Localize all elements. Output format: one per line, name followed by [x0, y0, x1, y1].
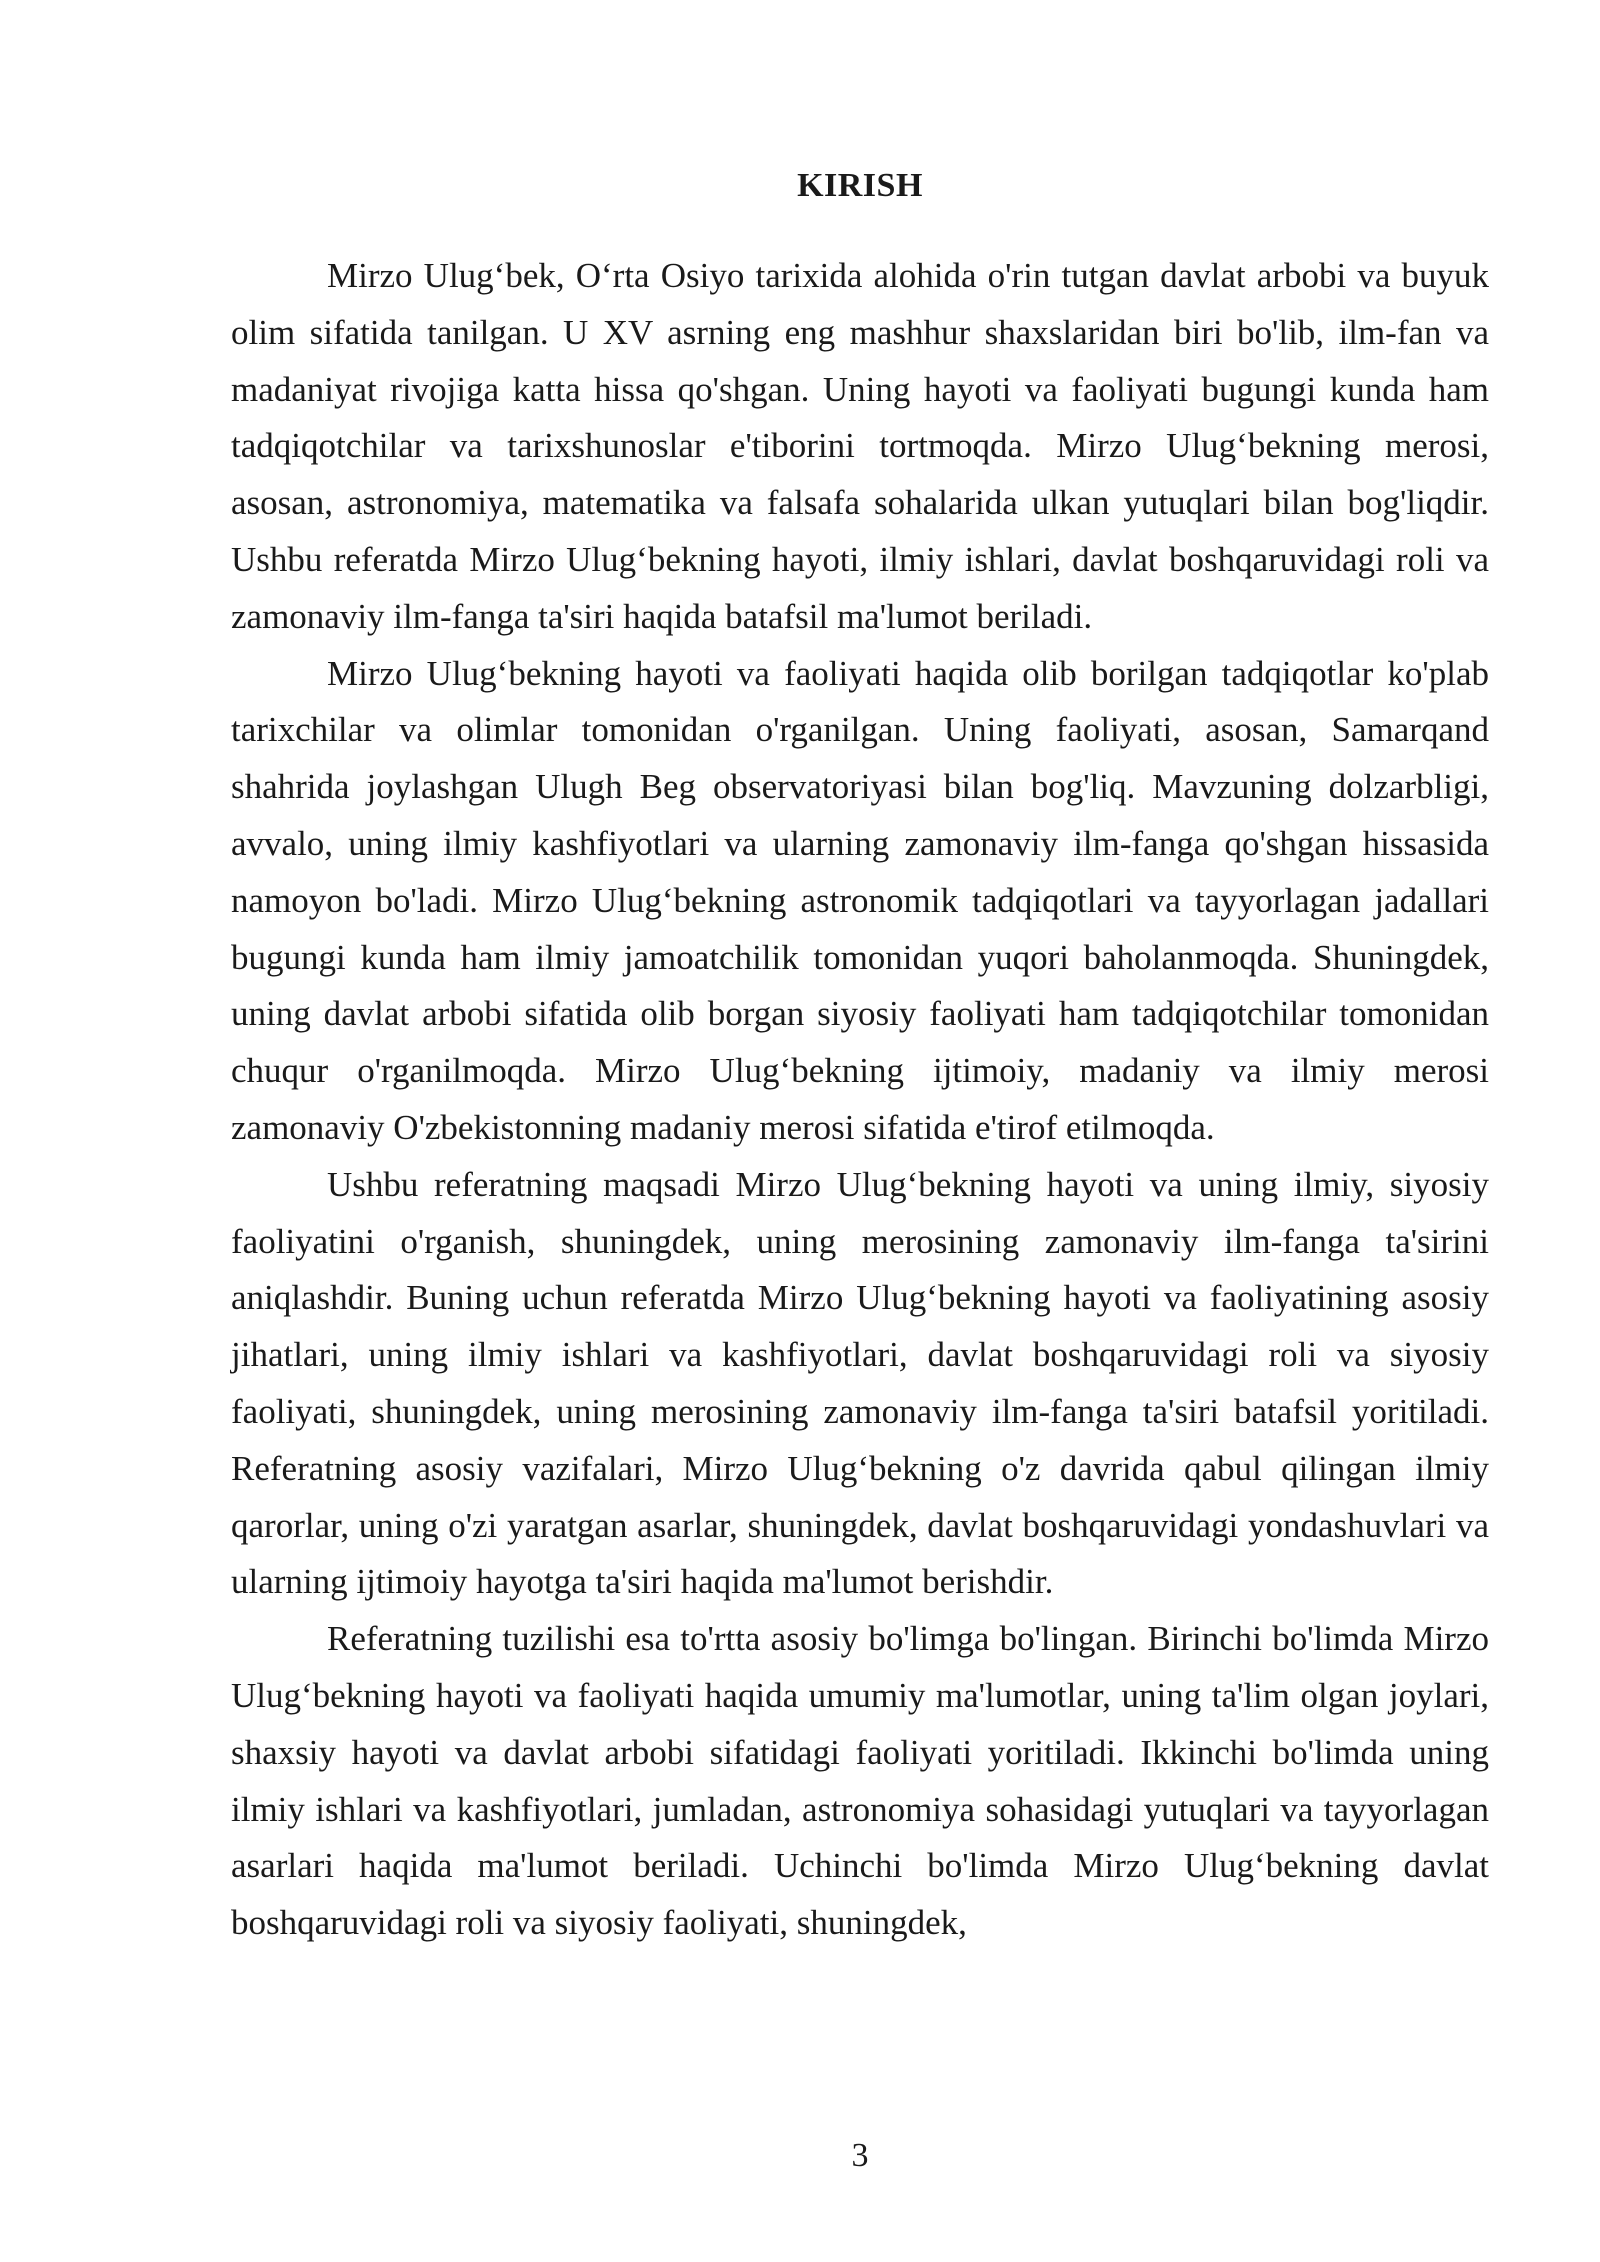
paragraph-1: Mirzo Ulug‘bek, O‘rta Osiyo tarixida alohida o'rin tutgan davlat arbobi va buyuk olim sifatida tanilgan. U XV asrning eng mashhur shaxslaridan biri bo'lib, ilm-fan va madaniyat rivojiga katta hissa qo'shgan. Uning hayoti va faoliyati bugungi kunda ham tadqiqotchilar va tarixshunoslar e'tiborini tortmoqda. Mirzo Ulug‘bekning merosi, asosan, astronomiya, matematika va falsafa sohalarida ulkan yutuqlari bilan bog'liqdir. Ushbu referatda Mirzo Ulug‘bekning hayoti, ilmiy ishlari, davlat boshqaruvidagi roli va zamonaviy ilm-fanga ta'siri haqida batafsil ma'lumot beriladi. — [231, 256, 1489, 636]
page-heading: KIRISH — [797, 167, 923, 204]
body-text — [231, 248, 1489, 1952]
paragraph-2: Mirzo Ulug‘bekning hayoti va faoliyati haqida olib borilgan tadqiqotlar ko'plab tarixchilar va olimlar tomonidan o'rganilgan. Uning faoliyati, asosan, Samarqand shahrida joylashgan Ulugh Beg observatoriyasi bilan bog'liq. Mavzuning dolzarbligi, avvalo, uning ilmiy kashfiyotlari va ularning zamonaviy ilm-fanga qo'shgan hissasida namoyon bo'ladi. Mirzo Ulug‘bekning astronomik tadqiqotlari va tayyorlagan jadallari bugungi kunda ham ilmiy jamoatchilik tomonidan yuqori baholanmoqda. Shuningdek, uning davlat arbobi sifatida olib borgan siyosiy faoliyati ham tadqiqotchilar tomonidan chuqur o'rganilmoqda. Mirzo Ulug‘bekning ijtimoiy, madaniy va ilmiy merosi zamonaviy O'zbekistonning madaniy merosi sifatida e'tirof etilmoqda. — [231, 653, 1489, 1147]
paragraph-3: Ushbu referatning maqsadi Mirzo Ulug‘bekning hayoti va uning ilmiy, siyosiy faoliyatini o'rganish, shuningdek, uning merosining zamonaviy ilm-fanga ta'sirini aniqlashdir. Buning uchun referatda Mirzo Ulug‘bekning hayoti va faoliyatining asosiy jihatlari, uning ilmiy ishlari va kashfiyotlari, davlat boshqaruvidagi roli va siyosiy faoliyati, shuningdek, uning merosining zamonaviy ilm-fanga ta'siri batafsil yoritiladi. Referatning asosiy vazifalari, Mirzo Ulug‘bekning o'z davrida qabul qilingan ilmiy qarorlar, uning o'zi yaratgan asarlar, shuningdek, davlat boshqaruvidagi yondashuvlari va ularning ijtimoiy hayotga ta'siri haqida ma'lumot berishdir. — [231, 1164, 1489, 1602]
paragraph-4: Referatning tuzilishi esa to'rtta asosiy bo'limga bo'lingan. Birinchi bo'limda Mirzo Ulug‘bekning hayoti va faoliyati haqida umumiy ma'lumotlar, uning ta'lim olgan joylari, shaxsiy hayoti va davlat arbobi sifatidagi faoliyati yoritiladi. Ikkinchi bo'limda uning ilmiy ishlari va kashfiyotlari, jumladan, astronomiya sohasidagi yutuqlari va tayyorlagan asarlari haqida ma'lumot beriladi. Uchinchi bo'limda Mirzo Ulug‘bekning davlat boshqaruvidagi roli va siyosiy faoliyati, shuningdek, — [231, 1619, 1489, 1943]
page-number: 3 — [851, 2137, 869, 2174]
